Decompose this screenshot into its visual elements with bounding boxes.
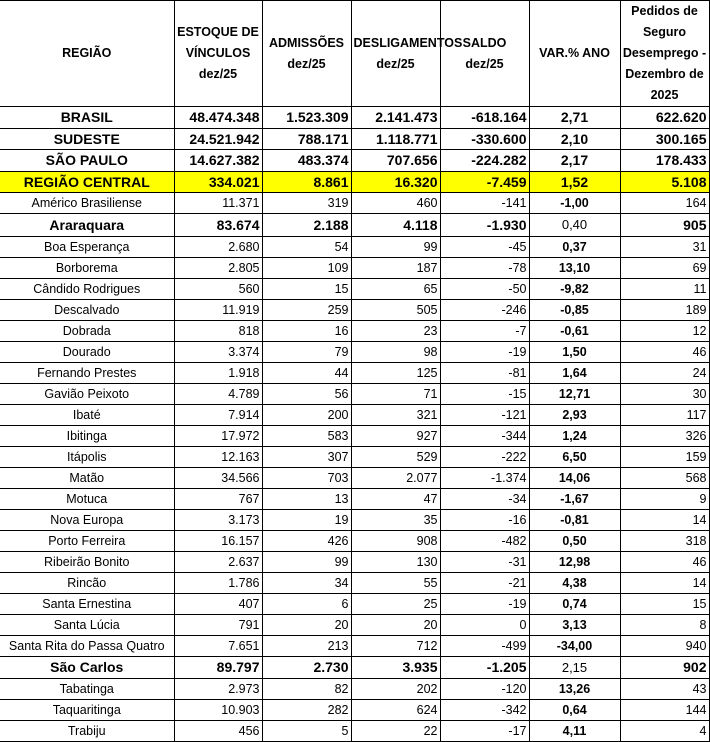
var-ano-cell: 1,64 — [529, 362, 620, 383]
seguro-desemprego-cell: 164 — [620, 193, 709, 214]
table-body — [0, 107, 709, 742]
saldo-cell: -342 — [440, 700, 529, 721]
table-row — [0, 107, 709, 129]
desligamentos-cell: 23 — [351, 320, 440, 341]
region-name: BRASIL — [0, 107, 174, 129]
seguro-desemprego-cell: 46 — [620, 341, 709, 362]
table-row — [0, 721, 709, 742]
saldo-cell: 0 — [440, 614, 529, 635]
table-row — [0, 446, 709, 467]
region-name: Gavião Peixoto — [0, 383, 174, 404]
var-ano-cell: 0,40 — [529, 214, 620, 237]
var-ano-cell: 1,52 — [529, 171, 620, 193]
seguro-desemprego-cell: 902 — [620, 656, 709, 679]
saldo-cell: -45 — [440, 236, 529, 257]
desligamentos-cell: 2.141.473 — [351, 107, 440, 129]
admissoes-cell: 19 — [262, 509, 351, 530]
admissoes-cell: 703 — [262, 467, 351, 488]
desligamentos-cell: 3.935 — [351, 656, 440, 679]
admissoes-cell: 16 — [262, 320, 351, 341]
estoque-cell: 7.651 — [174, 635, 262, 656]
var-ano-cell: 1,50 — [529, 341, 620, 362]
desligamentos-cell: 22 — [351, 721, 440, 742]
admissoes-cell: 1.523.309 — [262, 107, 351, 129]
header-estoque: ESTOQUE DE VÍNCULOS dez/25 — [174, 1, 262, 107]
table-row — [0, 214, 709, 237]
estoque-cell: 17.972 — [174, 425, 262, 446]
desligamentos-cell: 2.077 — [351, 467, 440, 488]
seguro-desemprego-cell: 24 — [620, 362, 709, 383]
var-ano-cell: 3,13 — [529, 614, 620, 635]
seguro-desemprego-cell: 117 — [620, 404, 709, 425]
saldo-cell: -16 — [440, 509, 529, 530]
admissoes-cell: 307 — [262, 446, 351, 467]
seguro-desemprego-cell: 300.165 — [620, 128, 709, 150]
admissoes-cell: 99 — [262, 551, 351, 572]
region-name: Santa Ernestina — [0, 593, 174, 614]
table-row — [0, 572, 709, 593]
admissoes-cell: 82 — [262, 679, 351, 700]
saldo-cell: -121 — [440, 404, 529, 425]
var-ano-cell: 6,50 — [529, 446, 620, 467]
region-name: São Carlos — [0, 656, 174, 679]
seguro-desemprego-cell: 568 — [620, 467, 709, 488]
admissoes-cell: 15 — [262, 278, 351, 299]
estoque-cell: 1.918 — [174, 362, 262, 383]
desligamentos-cell: 47 — [351, 488, 440, 509]
header-row — [0, 1, 709, 107]
desligamentos-cell: 908 — [351, 530, 440, 551]
table-row — [0, 635, 709, 656]
admissoes-cell: 5 — [262, 721, 351, 742]
table-row — [0, 257, 709, 278]
estoque-cell: 2.680 — [174, 236, 262, 257]
table-row — [0, 488, 709, 509]
var-ano-cell: 2,15 — [529, 656, 620, 679]
seguro-desemprego-cell: 14 — [620, 572, 709, 593]
table-row — [0, 593, 709, 614]
table-row — [0, 341, 709, 362]
var-ano-cell: -1,00 — [529, 193, 620, 214]
desligamentos-cell: 65 — [351, 278, 440, 299]
saldo-cell: -246 — [440, 299, 529, 320]
estoque-cell: 16.157 — [174, 530, 262, 551]
table-row — [0, 551, 709, 572]
table-row — [0, 171, 709, 193]
region-name: Trabiju — [0, 721, 174, 742]
estoque-cell: 407 — [174, 593, 262, 614]
admissoes-cell: 44 — [262, 362, 351, 383]
desligamentos-cell: 202 — [351, 679, 440, 700]
region-name: Ibaté — [0, 404, 174, 425]
header-regiao: REGIÃO — [0, 1, 174, 107]
var-ano-cell: -9,82 — [529, 278, 620, 299]
saldo-cell: -19 — [440, 341, 529, 362]
estoque-cell: 83.674 — [174, 214, 262, 237]
region-name: Fernando Prestes — [0, 362, 174, 383]
seguro-desemprego-cell: 940 — [620, 635, 709, 656]
admissoes-cell: 426 — [262, 530, 351, 551]
admissoes-cell: 483.374 — [262, 150, 351, 172]
header-seguro-desemprego: Pedidos de Seguro Desemprego - Dezembro de 2025 — [620, 1, 709, 107]
admissoes-cell: 282 — [262, 700, 351, 721]
estoque-cell: 4.789 — [174, 383, 262, 404]
estoque-cell: 7.914 — [174, 404, 262, 425]
seguro-desemprego-cell: 30 — [620, 383, 709, 404]
var-ano-cell: 13,10 — [529, 257, 620, 278]
region-name: Araraquara — [0, 214, 174, 237]
admissoes-cell: 6 — [262, 593, 351, 614]
estoque-cell: 767 — [174, 488, 262, 509]
region-name: Américo Brasiliense — [0, 193, 174, 214]
region-name: Santa Lúcia — [0, 614, 174, 635]
var-ano-cell: 13,26 — [529, 679, 620, 700]
var-ano-cell: -34,00 — [529, 635, 620, 656]
var-ano-cell: 2,10 — [529, 128, 620, 150]
desligamentos-cell: 1.118.771 — [351, 128, 440, 150]
seguro-desemprego-cell: 159 — [620, 446, 709, 467]
estoque-cell: 791 — [174, 614, 262, 635]
saldo-cell: -34 — [440, 488, 529, 509]
table-row — [0, 530, 709, 551]
table-row — [0, 467, 709, 488]
seguro-desemprego-cell: 178.433 — [620, 150, 709, 172]
var-ano-cell: 14,06 — [529, 467, 620, 488]
region-name: Dobrada — [0, 320, 174, 341]
region-name: Borborema — [0, 257, 174, 278]
saldo-cell: -19 — [440, 593, 529, 614]
saldo-cell: -78 — [440, 257, 529, 278]
header-saldo: SALDO dez/25 — [440, 1, 529, 107]
region-name: Descalvado — [0, 299, 174, 320]
table-row — [0, 679, 709, 700]
estoque-cell: 456 — [174, 721, 262, 742]
desligamentos-cell: 529 — [351, 446, 440, 467]
seguro-desemprego-cell: 12 — [620, 320, 709, 341]
region-name: Ribeirão Bonito — [0, 551, 174, 572]
var-ano-cell: 4,38 — [529, 572, 620, 593]
region-name: Porto Ferreira — [0, 530, 174, 551]
table-row — [0, 320, 709, 341]
admissoes-cell: 79 — [262, 341, 351, 362]
desligamentos-cell: 927 — [351, 425, 440, 446]
header-var-ano: VAR.% ANO — [529, 1, 620, 107]
estoque-cell: 1.786 — [174, 572, 262, 593]
admissoes-cell: 319 — [262, 193, 351, 214]
saldo-cell: -17 — [440, 721, 529, 742]
estoque-cell: 14.627.382 — [174, 150, 262, 172]
seguro-desemprego-cell: 8 — [620, 614, 709, 635]
var-ano-cell: 2,71 — [529, 107, 620, 129]
table-row — [0, 193, 709, 214]
estoque-cell: 818 — [174, 320, 262, 341]
saldo-cell: -7.459 — [440, 171, 529, 193]
desligamentos-cell: 707.656 — [351, 150, 440, 172]
saldo-cell: -618.164 — [440, 107, 529, 129]
seguro-desemprego-cell: 69 — [620, 257, 709, 278]
region-name: Tabatinga — [0, 679, 174, 700]
saldo-cell: -120 — [440, 679, 529, 700]
estoque-cell: 2.637 — [174, 551, 262, 572]
seguro-desemprego-cell: 5.108 — [620, 171, 709, 193]
desligamentos-cell: 4.118 — [351, 214, 440, 237]
region-name: REGIÃO CENTRAL — [0, 171, 174, 193]
estoque-cell: 334.021 — [174, 171, 262, 193]
admissoes-cell: 259 — [262, 299, 351, 320]
desligamentos-cell: 712 — [351, 635, 440, 656]
region-name: Cândido Rodrigues — [0, 278, 174, 299]
estoque-cell: 48.474.348 — [174, 107, 262, 129]
admissoes-cell: 20 — [262, 614, 351, 635]
seguro-desemprego-cell: 905 — [620, 214, 709, 237]
var-ano-cell: 0,64 — [529, 700, 620, 721]
saldo-cell: -31 — [440, 551, 529, 572]
desligamentos-cell: 321 — [351, 404, 440, 425]
desligamentos-cell: 98 — [351, 341, 440, 362]
table-row — [0, 150, 709, 172]
table-row — [0, 700, 709, 721]
admissoes-cell: 13 — [262, 488, 351, 509]
estoque-cell: 10.903 — [174, 700, 262, 721]
admissoes-cell: 788.171 — [262, 128, 351, 150]
table-row — [0, 362, 709, 383]
admissoes-cell: 8.861 — [262, 171, 351, 193]
estoque-cell: 3.173 — [174, 509, 262, 530]
table-row — [0, 425, 709, 446]
header-desligamentos: DESLIGAMENTOS dez/25 — [351, 1, 440, 107]
desligamentos-cell: 16.320 — [351, 171, 440, 193]
var-ano-cell: -0,85 — [529, 299, 620, 320]
saldo-cell: -1.374 — [440, 467, 529, 488]
desligamentos-cell: 130 — [351, 551, 440, 572]
saldo-cell: -1.205 — [440, 656, 529, 679]
table-row — [0, 656, 709, 679]
admissoes-cell: 56 — [262, 383, 351, 404]
seguro-desemprego-cell: 189 — [620, 299, 709, 320]
seguro-desemprego-cell: 31 — [620, 236, 709, 257]
desligamentos-cell: 187 — [351, 257, 440, 278]
desligamentos-cell: 25 — [351, 593, 440, 614]
region-name: Boa Esperança — [0, 236, 174, 257]
region-name: Matão — [0, 467, 174, 488]
var-ano-cell: -1,67 — [529, 488, 620, 509]
desligamentos-cell: 99 — [351, 236, 440, 257]
saldo-cell: -7 — [440, 320, 529, 341]
var-ano-cell: 0,50 — [529, 530, 620, 551]
seguro-desemprego-cell: 9 — [620, 488, 709, 509]
seguro-desemprego-cell: 43 — [620, 679, 709, 700]
saldo-cell: -222 — [440, 446, 529, 467]
estoque-cell: 2.805 — [174, 257, 262, 278]
seguro-desemprego-cell: 326 — [620, 425, 709, 446]
region-name: Taquaritinga — [0, 700, 174, 721]
region-name: SÃO PAULO — [0, 150, 174, 172]
seguro-desemprego-cell: 318 — [620, 530, 709, 551]
table-row — [0, 383, 709, 404]
table-row — [0, 614, 709, 635]
estoque-cell: 560 — [174, 278, 262, 299]
region-name: Itápolis — [0, 446, 174, 467]
var-ano-cell: 2,17 — [529, 150, 620, 172]
saldo-cell: -15 — [440, 383, 529, 404]
estoque-cell: 2.973 — [174, 679, 262, 700]
table-row — [0, 299, 709, 320]
var-ano-cell: 12,71 — [529, 383, 620, 404]
region-name: Nova Europa — [0, 509, 174, 530]
table-row — [0, 404, 709, 425]
seguro-desemprego-cell: 11 — [620, 278, 709, 299]
estoque-cell: 24.521.942 — [174, 128, 262, 150]
saldo-cell: -344 — [440, 425, 529, 446]
desligamentos-cell: 125 — [351, 362, 440, 383]
saldo-cell: -141 — [440, 193, 529, 214]
table-row — [0, 236, 709, 257]
desligamentos-cell: 460 — [351, 193, 440, 214]
saldo-cell: -330.600 — [440, 128, 529, 150]
desligamentos-cell: 624 — [351, 700, 440, 721]
estoque-cell: 34.566 — [174, 467, 262, 488]
desligamentos-cell: 71 — [351, 383, 440, 404]
admissoes-cell: 109 — [262, 257, 351, 278]
saldo-cell: -224.282 — [440, 150, 529, 172]
region-name: SUDESTE — [0, 128, 174, 150]
desligamentos-cell: 505 — [351, 299, 440, 320]
admissoes-cell: 583 — [262, 425, 351, 446]
seguro-desemprego-cell: 4 — [620, 721, 709, 742]
desligamentos-cell: 20 — [351, 614, 440, 635]
estoque-cell: 12.163 — [174, 446, 262, 467]
var-ano-cell: 1,24 — [529, 425, 620, 446]
header-admissoes: ADMISSÕES dez/25 — [262, 1, 351, 107]
region-name: Dourado — [0, 341, 174, 362]
saldo-cell: -1.930 — [440, 214, 529, 237]
admissoes-cell: 200 — [262, 404, 351, 425]
seguro-desemprego-cell: 622.620 — [620, 107, 709, 129]
region-name: Rincão — [0, 572, 174, 593]
saldo-cell: -21 — [440, 572, 529, 593]
saldo-cell: -50 — [440, 278, 529, 299]
estoque-cell: 89.797 — [174, 656, 262, 679]
saldo-cell: -482 — [440, 530, 529, 551]
seguro-desemprego-cell: 15 — [620, 593, 709, 614]
admissoes-cell: 34 — [262, 572, 351, 593]
region-name: Santa Rita do Passa Quatro — [0, 635, 174, 656]
saldo-cell: -81 — [440, 362, 529, 383]
estoque-cell: 3.374 — [174, 341, 262, 362]
desligamentos-cell: 55 — [351, 572, 440, 593]
var-ano-cell: 12,98 — [529, 551, 620, 572]
table-row — [0, 278, 709, 299]
var-ano-cell: 0,37 — [529, 236, 620, 257]
estoque-cell: 11.371 — [174, 193, 262, 214]
seguro-desemprego-cell: 14 — [620, 509, 709, 530]
admissoes-cell: 2.188 — [262, 214, 351, 237]
seguro-desemprego-cell: 46 — [620, 551, 709, 572]
var-ano-cell: 4,11 — [529, 721, 620, 742]
desligamentos-cell: 35 — [351, 509, 440, 530]
table-row — [0, 509, 709, 530]
estoque-cell: 11.919 — [174, 299, 262, 320]
table-row — [0, 128, 709, 150]
var-ano-cell: 0,74 — [529, 593, 620, 614]
admissoes-cell: 213 — [262, 635, 351, 656]
region-name: Ibitinga — [0, 425, 174, 446]
var-ano-cell: 2,93 — [529, 404, 620, 425]
region-name: Motuca — [0, 488, 174, 509]
admissoes-cell: 54 — [262, 236, 351, 257]
seguro-desemprego-cell: 144 — [620, 700, 709, 721]
var-ano-cell: -0,81 — [529, 509, 620, 530]
admissoes-cell: 2.730 — [262, 656, 351, 679]
saldo-cell: -499 — [440, 635, 529, 656]
var-ano-cell: -0,61 — [529, 320, 620, 341]
